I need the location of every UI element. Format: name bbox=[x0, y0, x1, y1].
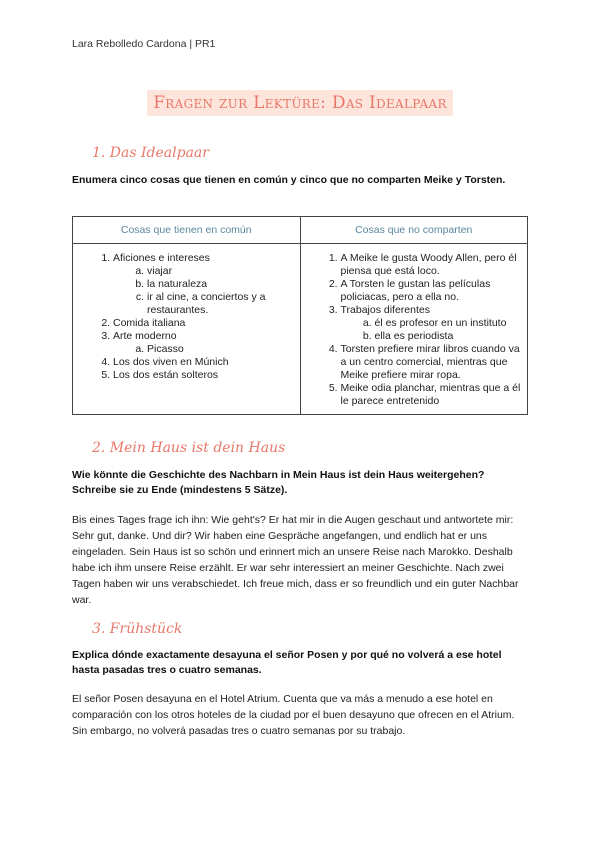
column-header-not-common: Cosas que no comparten bbox=[300, 217, 528, 244]
list-item: 5. Meike odia planchar, mientras que a él le parece entretenido bbox=[341, 382, 522, 408]
list-item: c. ir al cine, a conciertos y a restaurantes. bbox=[147, 291, 294, 317]
list-item: 4. Los dos viven en Múnich bbox=[113, 356, 294, 369]
list-item: 3. Trabajos diferentes a. él es profesor en un instituto b. ella es periodista bbox=[341, 304, 522, 343]
section3-answer: El señor Posen desayuna en el Hotel Atrium. Cuenta que va más a menudo a ese hotel en comparación con los otros hoteles de la ciudad por el buen desayuno que ofrecen en el Atrium. Sin embargo, no volverá pasadas tres o cuatro semanas por su trabajo. bbox=[72, 693, 515, 737]
list-item: b. ella es periodista bbox=[375, 330, 522, 343]
column-header-common: Cosas que tienen en común bbox=[73, 217, 301, 244]
list-item: 1. A Meike le gusta Woody Allen, pero él piensa que está loco. bbox=[341, 252, 522, 278]
list-item: 2. Comida italiana bbox=[113, 317, 294, 330]
list-item: a. viajar bbox=[147, 265, 294, 278]
comparison-table bbox=[72, 216, 528, 415]
section1-heading: 1. Das Idealpaar bbox=[92, 145, 209, 161]
author-header: Lara Rebolledo Cardona | PR1 bbox=[72, 38, 216, 50]
list-item: 3. Arte moderno a. Picasso bbox=[113, 330, 294, 356]
section2-question: Wie könnte die Geschichte des Nachbarn in Mein Haus ist dein Haus weitergehen? Schreibe sie zu Ende (mindestens 5 Sätze). bbox=[72, 469, 485, 496]
sub-list bbox=[113, 265, 294, 317]
sub-list bbox=[341, 317, 522, 343]
list-item: 5. Los dos están solteros bbox=[113, 369, 294, 382]
section2-answer: Bis eines Tages frage ich ihn: Wie geht's? Er hat mir in die Augen geschaut und antwortete mir: Sehr gut, danke. Und dir? Wir haben eine Gespräche angefangen, und endlich hat er uns eingeladen. Sein Haus ist so schön und erinnert mich an unsere Reise nach Marokko. Deshalb habe ich ihm unsere Reise erzählt. Er war sehr interessiert an meiner Geschichte. Nach zwei Tagen haben wir uns verabschiedet. Ich freue mich, dass er so freundlich und ein guter Nachbar war. bbox=[72, 514, 519, 606]
section1-question: Enumera cinco cosas que tienen en común y cinco que no comparten Meike y Torsten. bbox=[72, 174, 506, 186]
common-list bbox=[73, 252, 294, 382]
page-title: Fragen zur Lektüre: Das Idealpaar bbox=[147, 90, 453, 116]
list-item: 2. A Torsten le gustan las películas policiacas, pero a ella no. bbox=[341, 278, 522, 304]
list-item: a. él es profesor en un instituto bbox=[375, 317, 522, 330]
not-common-list bbox=[301, 252, 522, 408]
list-item: 4. Torsten prefiere mirar libros cuando va a un centro comercial, mientras que Meike prefiere mirar ropa. bbox=[341, 343, 522, 382]
section3-question: Explica dónde exactamente desayuna el señor Posen y por qué no volverá a ese hotel hasta pasadas tres o cuatro semanas. bbox=[72, 649, 502, 676]
not-common-cell bbox=[300, 244, 528, 415]
list-item: a. Picasso bbox=[147, 343, 294, 356]
list-item: b. la naturaleza bbox=[147, 278, 294, 291]
section3-heading: 3. Frühstück bbox=[92, 621, 183, 637]
section2-heading: 2. Mein Haus ist dein Haus bbox=[92, 440, 286, 456]
list-item: 1. Aficiones e intereses a. viajar b. la naturaleza c. ir al cine, a conciertos y a restaurantes. bbox=[113, 252, 294, 317]
common-cell bbox=[73, 244, 301, 415]
title-container bbox=[0, 90, 600, 116]
sub-list bbox=[113, 343, 294, 356]
